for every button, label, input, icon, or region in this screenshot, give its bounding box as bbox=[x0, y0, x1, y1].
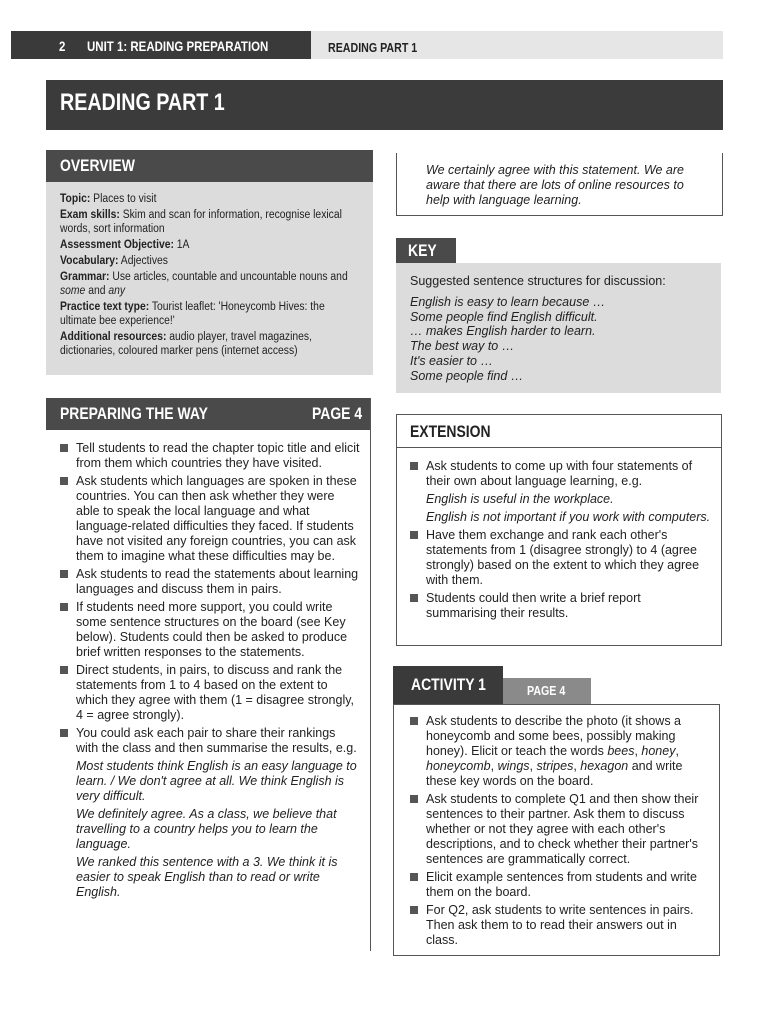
list-item-text: You could ask each pair to share their rankings with the class and then summarise the results, e.g. bbox=[76, 726, 357, 755]
overview-panel bbox=[46, 150, 373, 375]
activity-body bbox=[394, 705, 719, 948]
example-sentence: We ranked this sentence with a 3. We think it is easier to speak English than to read or write English. bbox=[76, 855, 338, 899]
list-item-text: Ask students to describe the photo (it shows a honeycomb and some bees, possibly making honey). Elicit or teach the words bbox=[426, 714, 681, 758]
preparing-the-way-panel bbox=[46, 398, 371, 951]
list-item-with-examples bbox=[410, 459, 711, 525]
key-sentence: English is easy to learn because … bbox=[410, 294, 606, 309]
overview-label: Grammar: bbox=[60, 271, 110, 283]
key-word: stripes bbox=[536, 759, 574, 773]
activity-title: ACTIVITY 1 bbox=[411, 675, 486, 694]
key-sentence: Some people find … bbox=[410, 368, 524, 383]
extension-header bbox=[397, 415, 721, 448]
list-item: For Q2, ask students to write sentences in pairs. Then ask them to to read their answers out in class. bbox=[410, 903, 709, 948]
key-panel bbox=[396, 263, 721, 393]
key-sentence: … makes English harder to learn. bbox=[410, 324, 596, 339]
preparing-title: PREPARING THE WAY bbox=[60, 404, 208, 423]
overview-label: Additional resources: bbox=[60, 331, 167, 343]
overview-value: Use articles, countable and uncountable nouns and bbox=[112, 271, 348, 283]
list-item: Ask students to read the statements about learning languages and discuss them in pairs. bbox=[60, 567, 360, 597]
example-quote-box bbox=[396, 153, 723, 216]
preparing-bullet-list bbox=[60, 441, 360, 900]
example-sentence: English is not important if you work with computers. bbox=[426, 510, 711, 524]
page-title-banner bbox=[46, 80, 723, 130]
example-sentence: Most students think English is an easy language to learn. / We don't agree at all. We think English is very difficult. bbox=[76, 759, 357, 803]
list-item-text: and write these key words on the board. bbox=[426, 759, 683, 788]
extension-body bbox=[397, 448, 721, 621]
overview-header bbox=[46, 150, 373, 182]
overview-value: Adjectives bbox=[120, 255, 168, 267]
overview-value: 1A bbox=[176, 239, 190, 251]
example-sentence: We definitely agree. As a class, we believe that travelling to a country helps you to learn the language. bbox=[76, 807, 337, 851]
list-item: If students need more support, you could write some sentence structures on the board (see Key below). Students could then be asked to produce brief written responses to the statements. bbox=[60, 600, 360, 660]
preparing-page-ref: PAGE 4 bbox=[311, 404, 362, 423]
overview-row-topic bbox=[60, 192, 363, 206]
key-title: KEY bbox=[408, 241, 437, 260]
section-title: READING PART 1 bbox=[328, 40, 418, 55]
overview-value: Skim and scan for information, recognise lexical words, sort information bbox=[60, 209, 342, 235]
unit-title: UNIT 1: READING PREPARATION bbox=[87, 38, 269, 54]
list-item: Tell students to read the chapter topic title and elicit from them which countries they have visited. bbox=[60, 441, 360, 471]
list-item: Ask students which languages are spoken in these countries. You can then ask whether they were able to speak the local language and what language-related difficulties they faced. If students have not visited any foreign countries, you can ask them to imagine what these difficulties may be. bbox=[60, 474, 360, 564]
key-intro: Suggested sentence structures for discussion: bbox=[410, 274, 666, 288]
overview-row-assessment bbox=[60, 238, 363, 252]
overview-value: audio player, travel magazines, dictionaries, coloured marker pens (internet access) bbox=[60, 331, 312, 357]
overview-label: Exam skills: bbox=[60, 209, 120, 221]
key-word: hexagon bbox=[580, 759, 629, 773]
key-word: wings bbox=[497, 759, 530, 773]
key-sentence: Some people find English difficult. bbox=[410, 309, 598, 324]
overview-label: Assessment Objective: bbox=[60, 239, 174, 251]
list-item: Have them exchange and rank each other's statements from 1 (disagree strongly) to 4 (agree strongly) based on the extent to which they agree with them. bbox=[410, 528, 711, 588]
overview-title: OVERVIEW bbox=[60, 156, 135, 175]
overview-body bbox=[46, 182, 373, 358]
activity-page-ref: PAGE 4 bbox=[527, 683, 566, 698]
activity-page-tab bbox=[503, 678, 591, 704]
overview-value: and bbox=[85, 285, 109, 297]
key-header bbox=[396, 238, 456, 263]
example-quote: We certainly agree with this statement. We are aware that there are lots of online resources to help with language learning. bbox=[426, 163, 684, 207]
extension-bullet-list bbox=[410, 459, 711, 621]
list-item-with-examples bbox=[60, 726, 360, 900]
overview-value-italic: some bbox=[60, 285, 86, 297]
overview-row-text-type bbox=[60, 300, 363, 328]
activity-panel bbox=[393, 704, 720, 956]
key-word: bees bbox=[607, 744, 635, 758]
overview-row-resources bbox=[60, 330, 363, 358]
page-number: 2 bbox=[59, 38, 66, 54]
preparing-body bbox=[46, 430, 370, 900]
activity-bullet-list bbox=[410, 714, 709, 948]
list-item: Ask students to complete Q1 and then show their sentences to their partner. Ask them to discuss whether or not they agree with each other's descriptions, and to check whether their partner's sentences are grammatically correct. bbox=[410, 792, 709, 867]
activity-header bbox=[393, 666, 503, 704]
extension-panel bbox=[396, 414, 722, 646]
list-item: Direct students, in pairs, to discuss and rank the statements from 1 to 4 based on the extent to which they agree with them (1 = disagree strongly, 4 = agree strongly). bbox=[60, 663, 360, 723]
key-sentence: It's easier to … bbox=[410, 353, 493, 368]
preparing-header bbox=[46, 398, 370, 430]
overview-row-exam-skills bbox=[60, 208, 363, 236]
page-title: READING PART 1 bbox=[60, 89, 225, 116]
key-word: honey bbox=[641, 744, 676, 758]
list-item: Elicit example sentences from students and write them on the board. bbox=[410, 870, 709, 900]
overview-label: Practice text type: bbox=[60, 301, 150, 313]
key-word: honeycomb bbox=[426, 759, 491, 773]
overview-label: Topic: bbox=[60, 193, 91, 205]
overview-value: Places to visit bbox=[93, 193, 157, 205]
running-header bbox=[11, 31, 723, 59]
overview-row-grammar bbox=[60, 270, 363, 298]
overview-label: Vocabulary: bbox=[60, 255, 119, 267]
overview-value-italic: any bbox=[108, 285, 126, 297]
extension-title: EXTENSION bbox=[410, 422, 491, 441]
list-item: Ask students to describe the photo (it shows a honeycomb and some bees, possibly making honey). Elicit or teach the words bees, honey, honeycomb, wings, stripes, hexagon and write these key words on the board. bbox=[410, 714, 709, 789]
list-item-text: Ask students to come up with four statements of their own about language learning, e.g. bbox=[426, 459, 693, 488]
overview-value: Tourist leaflet: 'Honeycomb Hives: the ultimate bee experience!' bbox=[60, 301, 325, 327]
list-item: Students could then write a brief report summarising their results. bbox=[410, 591, 711, 621]
overview-row-vocabulary bbox=[60, 254, 363, 268]
key-sentence: The best way to … bbox=[410, 339, 515, 354]
example-sentence: English is useful in the workplace. bbox=[426, 492, 614, 506]
